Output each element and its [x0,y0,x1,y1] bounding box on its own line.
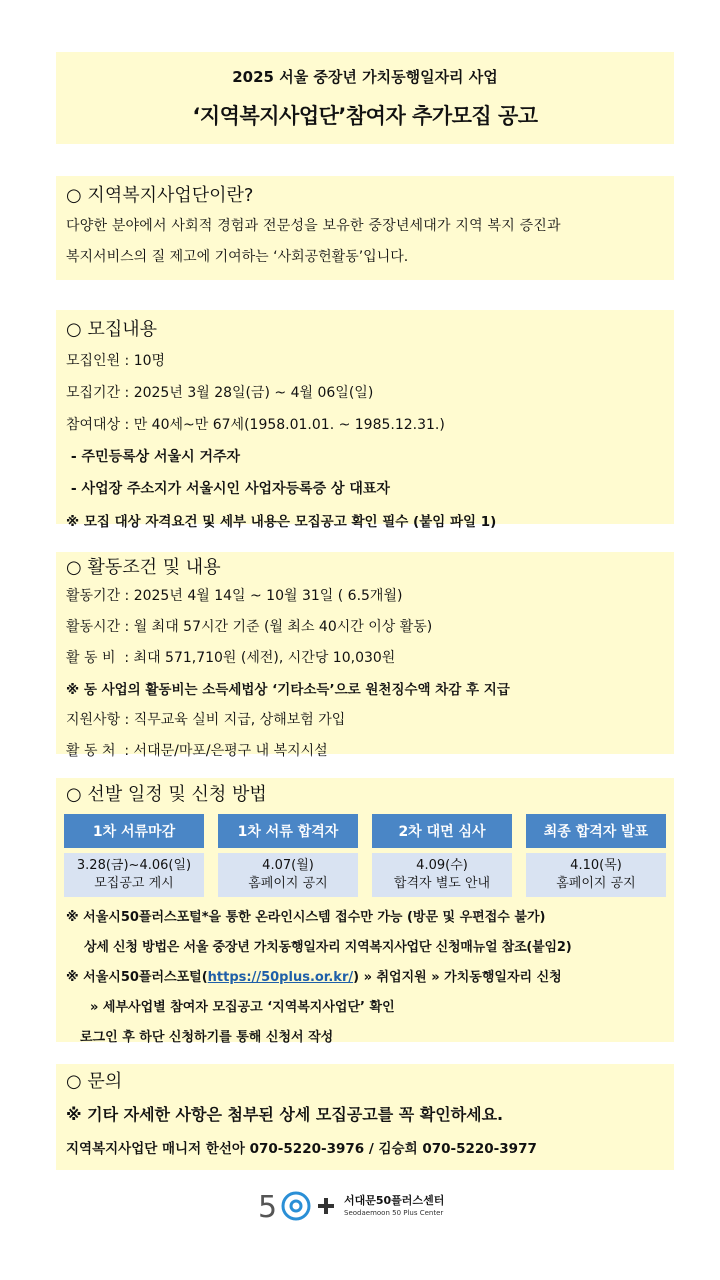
recruit-line: - 사업장 주소지가 서울시인 사업자등록증 상 대표자 [66,481,390,497]
step-title: 최종 합격자 발표 [526,814,666,848]
activity-line: 활 동 비 : 최대 571,710원 (세전), 시간당 10,030원 [66,650,396,666]
schedule-step [372,814,512,897]
step-detail [64,853,204,897]
title-line2: ‘지역복지사업단’참여자 추가모집 공고 [192,104,538,128]
step-note: 홈페이지 공지 [556,876,636,891]
recruit-heading: ○ 모집내용 [66,319,157,340]
schedule-note4: » 세부사업별 참여자 모집공고 ‘지역복지사업단’ 확인 [90,1000,395,1015]
about-heading: ○ 지역복지사업단이란? [66,185,254,206]
schedule-note2: 상세 신청 방법은 서울 중장년 가치동행일자리 지역복지사업단 신청매뉴얼 참조(붙임2) [84,940,572,955]
center-name [344,1194,444,1218]
schedule-step [64,814,204,897]
activity-heading: ○ 활동조건 및 내용 [66,557,221,578]
activity-line: 활동기간 : 2025년 4월 14일 ~ 10월 31일 ( 6.5개월) [66,588,403,604]
portal-link[interactable]: https://50plus.or.kr/ [207,970,354,985]
step-note: 모집공고 게시 [94,876,174,891]
title-box [56,52,674,144]
step-date: 4.07(월) [262,858,314,873]
step-date: 4.10(목) [570,858,622,873]
schedule-step [526,814,666,897]
activity-section [56,552,674,759]
schedule-note3-suffix: ) » 취업지원 » 가치동행일자리 신청 [353,970,562,985]
step-date: 3.28(금)~4.06(일) [76,858,192,873]
center-name-ko: 서대문50플러스센터 [344,1194,445,1207]
recruit-line: ※ 모집 대상 자격요건 및 세부 내용은 모집공고 확인 필수 (붙임 파일 1) [66,514,497,530]
step-title: 1차 서류마감 [64,814,204,848]
about-line2: 복지서비스의 질 제고에 기여하는 ‘사회공헌활동’입니다. [66,249,409,265]
activity-line: 지원사항 : 직무교육 실비 지급, 상해보험 가입 [66,712,346,728]
schedule-notes [66,906,668,1045]
schedule-note5: 로그인 후 하단 신청하기를 통해 신청서 작성 [80,1030,334,1045]
schedule-note3 [66,966,668,985]
step-detail [218,853,358,897]
about-line1: 다양한 분야에서 사회적 경험과 전문성을 보유한 중장년세대가 지역 복지 증진과 [66,218,561,234]
activity-line: ※ 동 사업의 활동비는 소득세법상 ‘기타소득’으로 원천징수액 차감 후 지급 [66,682,510,698]
schedule-section [56,778,674,1045]
contact-line1: ※ 기타 자세한 사항은 첨부된 상세 모집공고를 꼭 확인하세요. [66,1105,504,1124]
schedule-steps [64,814,666,897]
recruit-line: 모집인원 : 10명 [66,353,166,369]
contact-line2: 지역복지사업단 매니저 한선아 070-5220-3976 / 김승희 070-5220-3977 [66,1141,537,1157]
schedule-step [218,814,358,897]
step-title: 2차 대면 심사 [372,814,512,848]
recruit-section [56,310,674,530]
schedule-heading: ○ 선발 일정 및 신청 방법 [66,784,267,805]
about-section [56,176,674,280]
schedule-note3-prefix: ※ 서울시50플러스포털( [66,970,208,985]
recruit-line: 참여대상 : 만 40세~만 67세(1958.01.01. ~ 1985.12.31.) [66,417,445,433]
step-detail [526,853,666,897]
center-name-en: Seodaemoon 50 Plus Center [344,1209,444,1217]
step-date: 4.09(수) [416,858,468,873]
activity-line: 활 동 처 : 서대문/마포/은평구 내 복지시설 [66,743,328,759]
title-line1: 2025 서울 중장년 가치동행일자리 사업 [232,68,498,86]
activity-line: 활동시간 : 월 최대 57시간 기준 (월 최소 40시간 이상 활동) [66,619,433,635]
center-logo [258,1186,444,1226]
schedule-note1: ※ 서울시50플러스포털*을 통한 온라인시스템 접수만 가능 (방문 및 우편접수 불가) [66,910,546,925]
recruit-line: - 주민등록상 서울시 거주자 [66,449,241,465]
contact-section [56,1064,674,1170]
step-note: 홈페이지 공지 [248,876,328,891]
step-detail [372,853,512,897]
contact-heading: ○ 문의 [66,1071,123,1092]
fifty-plus-logo-icon [258,1186,338,1226]
recruit-line: 모집기간 : 2025년 3월 28일(금) ~ 4월 06일(일) [66,385,374,401]
svg-text:5: 5 [258,1190,278,1225]
step-title: 1차 서류 합격자 [218,814,358,848]
step-note: 합격자 별도 안내 [393,876,491,891]
